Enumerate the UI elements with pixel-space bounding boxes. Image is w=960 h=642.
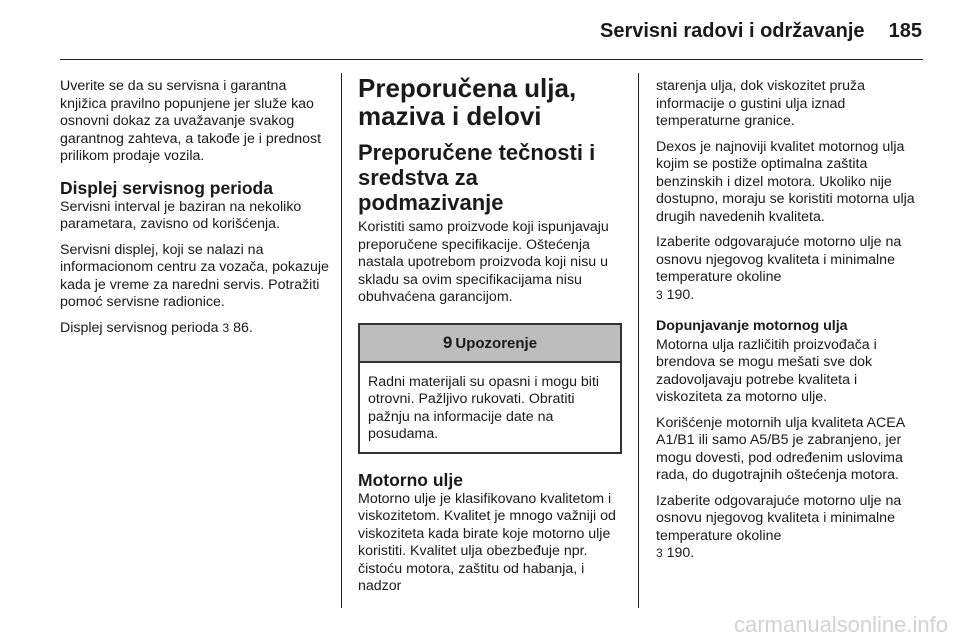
dexos-paragraph: Dexos je najnoviji kvalitet motornog ulja kojim se postiže optimalna zaštita benzinskih i dizel motora. Ukoliko nije dostupno, moraju se koristiti motorna ulja drugih navedenih kvaliteta. [656, 138, 915, 225]
header-rule [60, 59, 923, 60]
oil-selection-paragraph-2 [656, 493, 924, 563]
ref-page-link[interactable]: 190. [666, 545, 695, 561]
warning-triangle-icon: 9 [442, 332, 453, 352]
service-display-ref-paragraph [60, 320, 330, 338]
acea-paragraph: Korišćenje motornih ulja kvaliteta ACEA A1/B1 ili samo A5/B5 je zabranjeno, jer mogu dovesti, pod određenim uslovima rada, do dugotrajnih oštećenja motora. [656, 414, 905, 483]
ref-text: Displej servisnog perioda [60, 319, 219, 336]
page-reference-icon: 3 [656, 546, 663, 560]
ref-page-link[interactable]: 86. [233, 319, 253, 336]
oil-top-up-heading: Dopunjavanje motornog ulja [656, 318, 848, 334]
engine-oil-paragraph: Motorno ulje je klasifikovano kvalitetom i viskozitetom. Kvalitet je mnogo važniji od viskoziteta kada birate koje motorno ulje koristiti. Kvalitet ulja obezbeđuje npr. čistoću motora, zaštitu od habanja, i nadzor [358, 490, 616, 594]
ref-page-link[interactable]: 190. [666, 286, 695, 303]
recommended-products-paragraph: Koristiti samo proizvode koji ispunjavaju preporučene specifikacije. Oštećenja nastala upotrebom proizvoda koji nisu u skladu sa ovim specifikacijama nisu obuhvaćena garancijom. [358, 219, 609, 305]
section-subtitle: Preporučene tečnosti i sredstva za podmazivanje [358, 140, 596, 215]
ref-text: Izaberite odgovarajuće motorno ulje na osnovu njegovog kvaliteta i minimalne temperature okoline [656, 234, 902, 285]
page-reference-icon: 3 [222, 320, 230, 335]
left-column [60, 78, 330, 345]
column-divider-2 [638, 73, 639, 608]
warning-label: Upozorenje [455, 334, 538, 352]
viscosity-paragraph: starenja ulja, dok viskozitet pruža informacije o gustini ulja iznad temperaturne granice. [656, 78, 865, 129]
service-display-paragraph: Servisni displej, koji se nalazi na informacionom centru za vozača, pokazuje kada je vreme za naredni servis. Potražiti pomoć servisne radionice. [60, 241, 329, 310]
warning-box [358, 323, 622, 454]
watermark: carmanualsonline.info [733, 612, 948, 637]
middle-column [358, 74, 622, 604]
column-divider-1 [341, 73, 342, 608]
warning-text: Radni materijali su opasni i mogu biti otrovni. Pažljivo rukovati. Obratiti pažnju na informacije date na posudama. [368, 373, 600, 442]
intro-paragraph: Uverite se da su servisna i garantna knjižica pravilno popunjene jer služe kao osnovni dokaz za uvažavanje svakog garantnog zahteva, a takođe je i prednost prilikom prodaje vozila. [60, 78, 322, 164]
engine-oil-heading: Motorno ulje [358, 469, 463, 490]
page-reference-icon: 3 [656, 287, 663, 302]
page-number: 185 [888, 20, 922, 42]
warning-header [360, 325, 620, 363]
ref-text: Izaberite odgovarajuće motorno ulje na osnovu njegovog kvaliteta i minimalne temperature okoline [656, 492, 902, 544]
section-title: Preporučena ulja, maziva i delovi [358, 73, 577, 131]
oil-mixing-paragraph: Motorna ulja različitih proizvođača i brendova se mogu mešati sve dok zadovoljavaju potrebe kvaliteta i viskoziteta za motorno ulje. [656, 336, 877, 405]
right-column [656, 78, 924, 571]
service-interval-paragraph: Servisni interval je baziran na nekoliko parametara, zavisno od korišćenja. [60, 198, 302, 232]
service-display-heading: Displej servisnog perioda [60, 177, 273, 198]
oil-selection-paragraph [656, 234, 924, 304]
page-header-title: Servisni radovi i održavanje [600, 20, 865, 42]
